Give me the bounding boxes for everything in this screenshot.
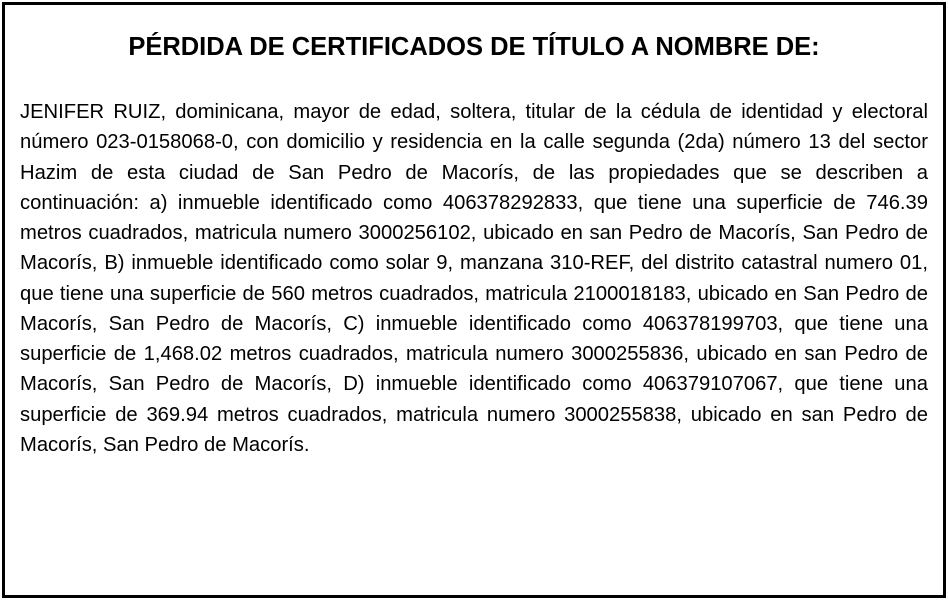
notice-body: JENIFER RUIZ, dominicana, mayor de edad, soltera, titular de la cédula de identidad y electoral número 023-0158068-0, con domicilio y residencia en la calle segunda (2da) número 13 del sector Hazim de esta ciudad de San Pedro de Macorís, de las propiedades que se describen a continuación: a) inmueble identificado como 406378292833, que tiene una superficie de 746.39 metros cuadrados, matricula numero 3000256102, ubicado en san Pedro de Macorís, San Pedro de Macorís, B) inmueble identificado como solar 9, manzana 310-REF, del distrito catastral numero 01, que tiene una superficie de 560 metros cuadrados, matricula 2100018183, ubicado en San Pedro de Macorís, San Pedro de Macorís, C) inmueble identificado como 406378199703, que tiene una superficie de 1,468.02 metros cuadrados, matricula numero 3000255836, ubicado en san Pedro de Macorís, San Pedro de Macorís, D) inmueble identificado como 406379107067, que tiene una superficie de 369.94 metros cuadrados, matricula numero 3000255838, ubicado en san Pedro de Macorís, San Pedro de Macorís. xyxy=(20,101,928,456)
legal-notice xyxy=(2,2,946,598)
notice-title: PÉRDIDA DE CERTIFICADOS DE TÍTULO A NOMBRE DE: xyxy=(128,33,820,61)
